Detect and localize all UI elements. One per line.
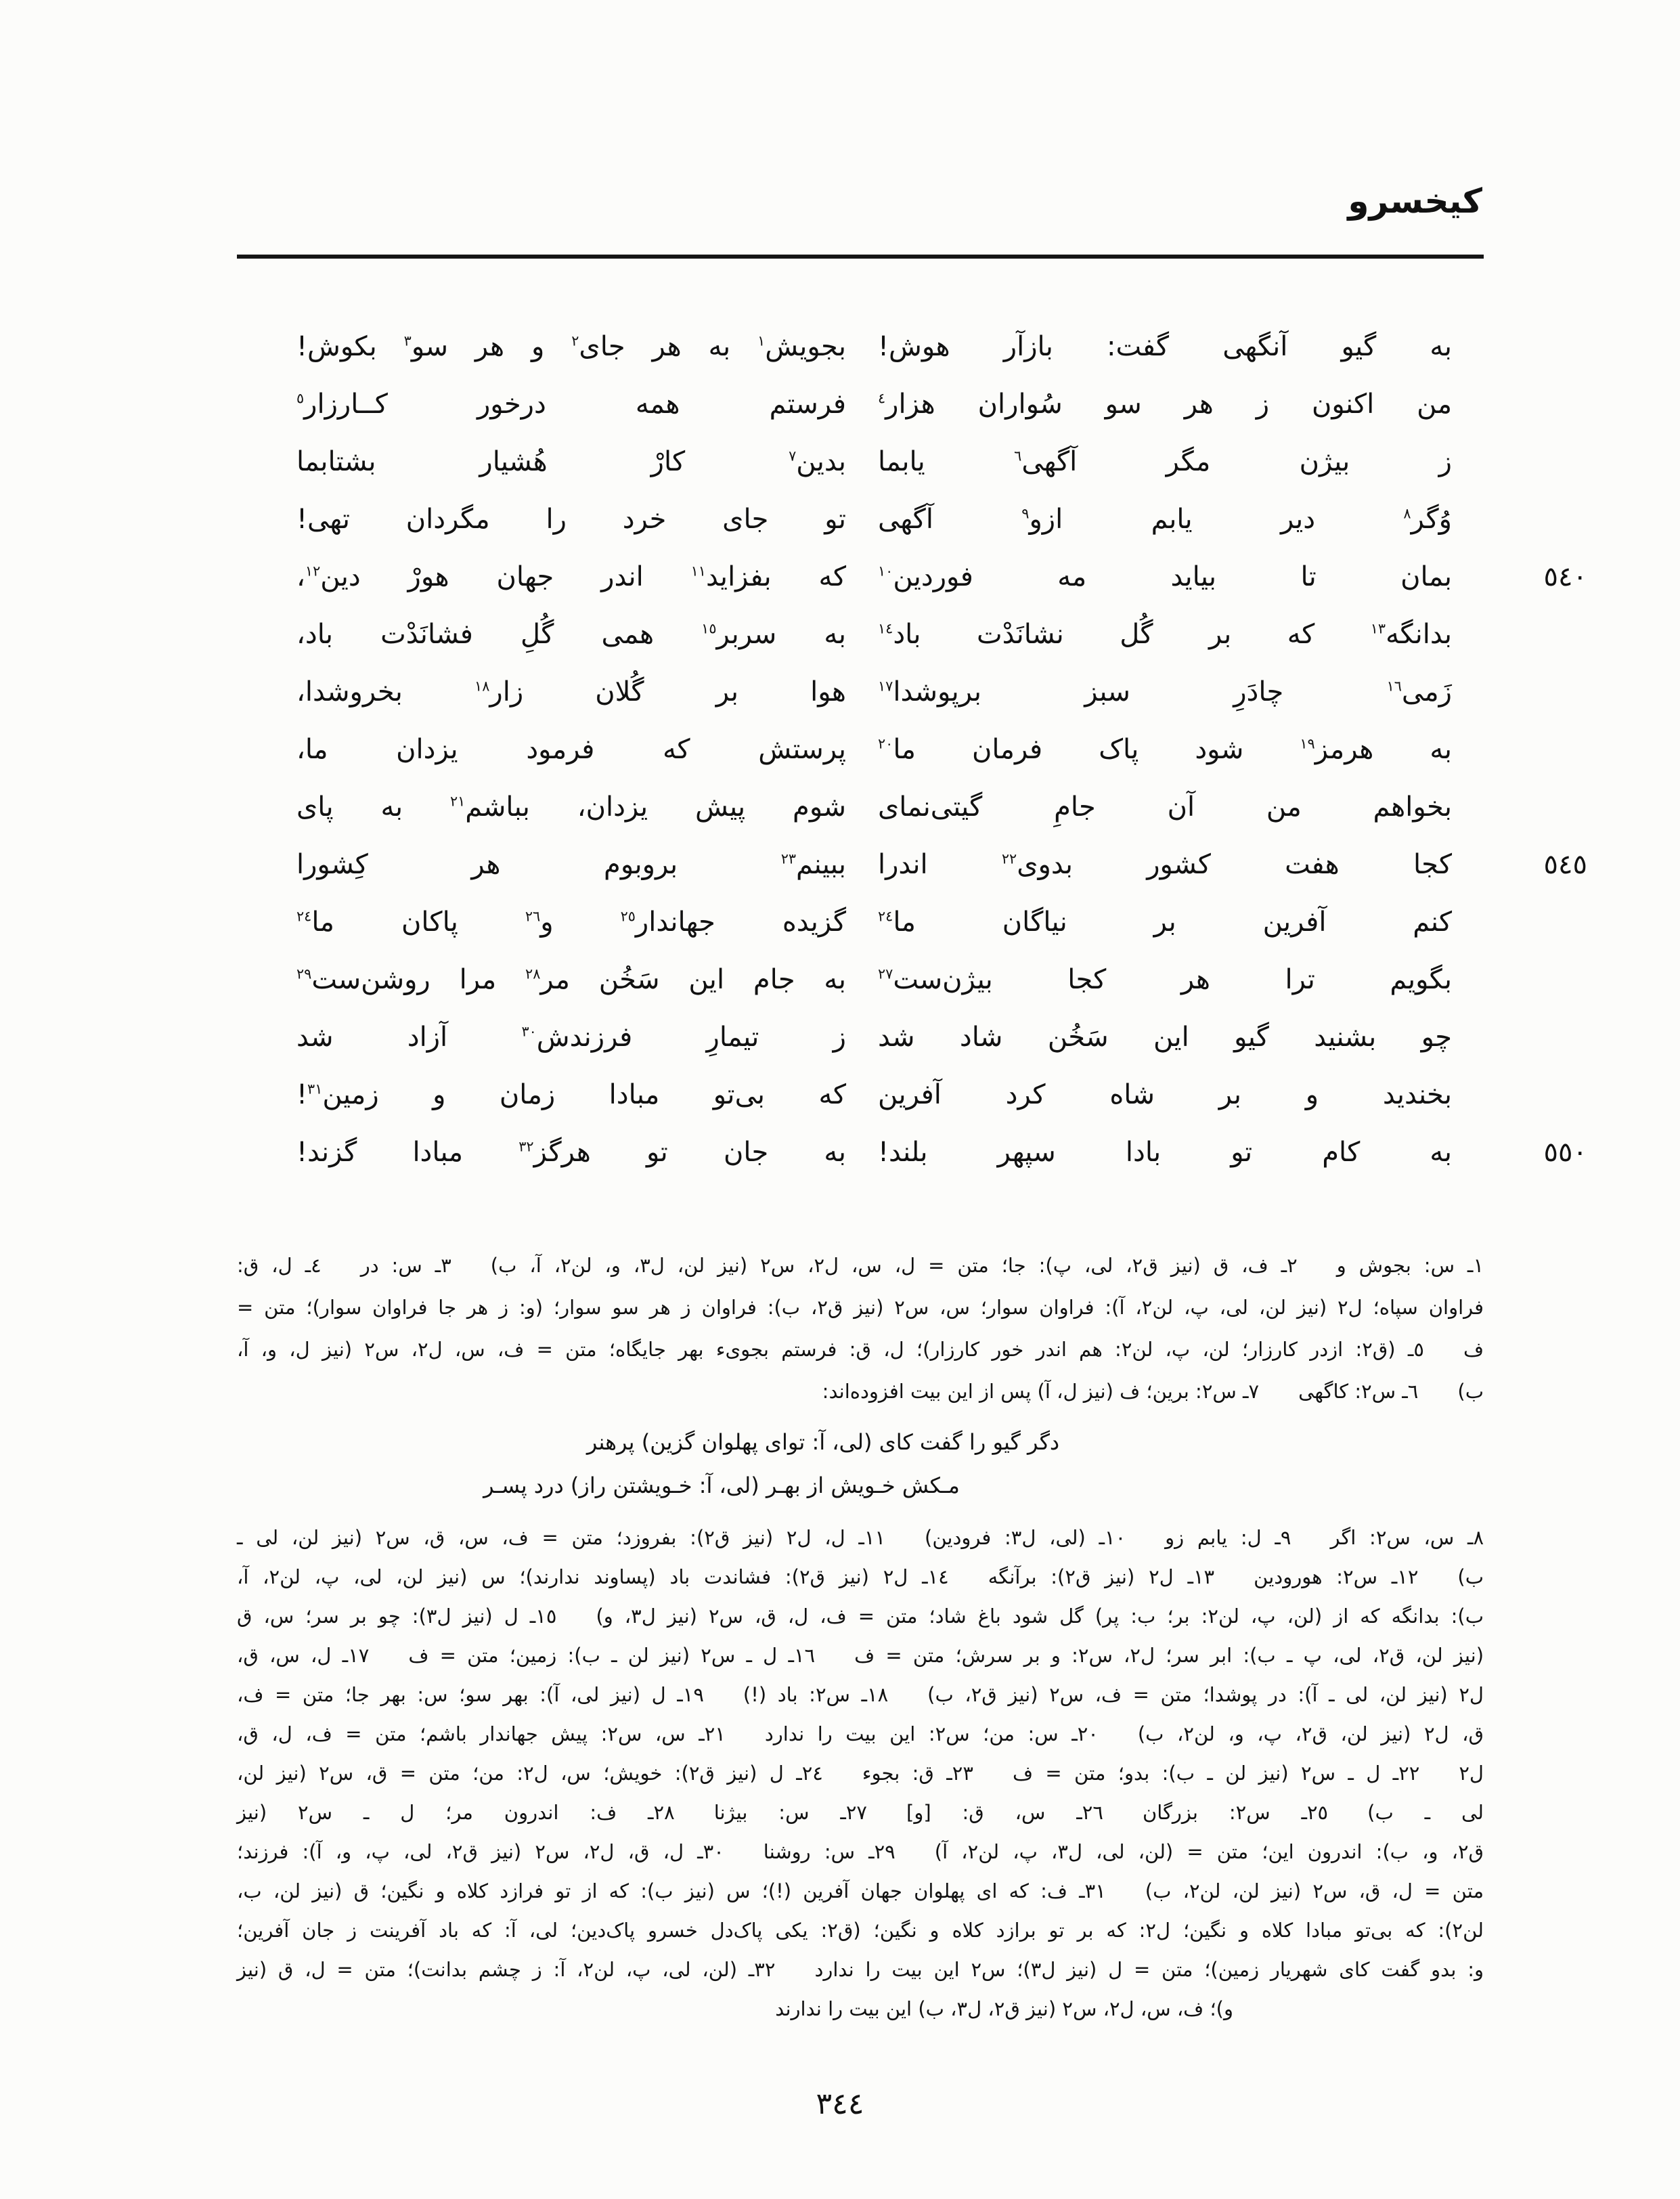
chapter-title: کیخسرو (1348, 181, 1482, 221)
hemistich-first: زَمی$^{١٦}$ چادَرِ سبز برپوشدا$^{١٧}$ (878, 676, 1452, 707)
inserted-verse-quote (237, 1420, 1484, 1507)
apparatus-line: و)؛ ف، س، ل٢، س٢ (نیز ق٢، ل٣، ب) این بیت را ندارند (775, 1997, 1233, 2020)
apparatus-line: ق٢، و، ب): اندرون این؛ متن = (لن، لی، ل٣، پ، لن٢، آ) ٢٩ـ س: روشنا ٣٠ـ ل، ق، ل٢، س٢ (نیز ق٢، لی، پ، و، آ): فرزند؛ (237, 1840, 1484, 1863)
poem-column-second-hemistichs (296, 318, 846, 1181)
apparatus-line: ١ـ س: بجوش و ٢ـ ف، ق (نیز ق٢، لی، پ): جا؛ متن = ل، س، ل٢، س٢ (نیز لن، ل٣، و، لن٢، آ، ب) ٣ـ س: در ٤ـ ل، ق: (237, 1254, 1484, 1277)
hemistich-second: به جام این سَخُن مر$^{٢٨}$ مرا روشن‌ست$^{٢٩}$ (296, 964, 847, 995)
apparatus-line: ل٢ (نیز لن، لی ـ آ): در پوشدا؛ متن = ف، س٢ (نیز ق٢، ب) ١٨ـ س٢: باد (!) ١٩ـ ل (نیز لی، آ): بهر سو؛ س: بهر جا؛ متن = ف، (237, 1683, 1484, 1706)
hemistich-second: بدین$^٧$ کارْ هُشیار بشتابما (296, 446, 846, 477)
apparatus-line: و: بدو گفت کای شهریار زمین)؛ متن = ل (نیز ل٣)؛ س٢ این بیت را ندارد ٣٢ـ (لن، لی، پ، لن٢، آ: ز چشم بدانت)؛ متن = ل، ق (نیز (237, 1958, 1484, 1981)
apparatus-line: فراوان سپاه؛ ل٢ (نیز لن، لی، پ، لن٢، آ): فراوان سوار؛ س، س٢ (نیز ق٢، ب): فراوان ز هر سو سوار؛ (و: ز هر جا فراوان سوار)؛ متن = (237, 1296, 1484, 1319)
hemistich-second: گزیده جهاندار$^{٢٥}$ و$^{٢٦}$ پاکان ما$^{٢٤}$ (296, 907, 847, 938)
page-number: ٣٤٤ (816, 2087, 864, 2121)
hemistich-first: من اکنون ز هر سو سُواران هزار$^٤$ (878, 389, 1452, 420)
hemistich-first: وُگر$^٨$ دیر یابم ازو$^٩$ آگهی (878, 504, 1452, 535)
hemistich-first: به گیو آنگهی گفت: بازآر هوش! (878, 331, 1452, 362)
apparatus-line: ف ٥ـ (ق٢: ازدر کارزار؛ لن، پ، لن٢: هم اندر خور کارزار)؛ ل، ق: فرستم بجویء بهر جایگاه؛ متن = ف، س، ل٢، س٢ (نیز ل، و، آ، (237, 1338, 1484, 1361)
apparatus-block-2 (237, 1518, 1484, 2028)
hemistich-second: تو جای خرد را مگردان تهی! (296, 504, 846, 535)
hemistich-second: که بفزاید$^{١١}$ اندر جهان هورْ دین$^{١٢}$، (296, 561, 846, 592)
hemistich-second: پرستش که فرمود یزدان ما، (296, 734, 846, 765)
hemistich-first: چو بشنید گیو این سَخُن شاد شد (878, 1022, 1452, 1053)
hemistich-second: شوم پیش یزدان، بباشم$^{٢١}$ به پای (296, 791, 846, 823)
inserted-verse-line: دگر گیو را گفت کای (لی، آ: توای پهلوان گزین) پرهنر (586, 1429, 1060, 1455)
header-rule (237, 255, 1484, 259)
hemistich-second: ز تیمارِ فرزندش$^{٣٠}$ آزاد شد (296, 1022, 846, 1053)
hemistich-first: کجا هفت کشور بدوی$^{٢٢}$ اندرا (878, 849, 1452, 880)
hemistich-second: به سربر$^{١٥}$ همی گُلِ فشانَدْت باد، (296, 619, 846, 650)
verse-number: ٥٤٠ (1543, 561, 1587, 592)
inserted-verse-line: مـکش خـویش از بهـر (لی، آ: خـویشتن راز) درد پسـر (483, 1473, 960, 1498)
apparatus-line: لن٢): که بی‌تو مبادا کلاه و نگین؛ ل٢: که بر تو برازد کلاه و نگین؛ (ق٢: یکی پاک‌دل خسرو پاک‌دین؛ لی، آ: که باد آفرینت ز جان آفرین؛ (237, 1919, 1484, 1942)
hemistich-first: کنم آفرین بر نیاگان ما$^{٢٤}$ (878, 907, 1452, 938)
verse-number: ٥٥٠ (1543, 1137, 1587, 1168)
hemistich-second: که بی‌تو مبادا زمان و زمین$^{٣١}$! (296, 1079, 846, 1110)
apparatus-line: لی ـ ب) ٢٥ـ س٢: بزرگان ٢٦ـ س، ق: [و] ٢٧ـ س: بیژنا ٢٨ـ ف: اندرون مر؛ ل ـ س٢ (نیز (237, 1801, 1484, 1824)
apparatus-line: (نیز لن، ق٢، لی، پ ـ ب): ابر سر؛ ل٢، س٢: و بر سرش؛ متن = ف ١٦ـ ل ـ س٢ (نیز لن ـ ب): زمین؛ متن = ف ١٧ـ ل، س، ق، (237, 1644, 1484, 1667)
apparatus-line: ب) ٦ـ س٢: کاگهی ٧ـ س٢: برین؛ ف (نیز ل، آ) پس از این بیت افزوده‌اند: (822, 1380, 1484, 1403)
hemistich-second: به جان تو هرگز$^{٣٢}$ مبادا گزند! (296, 1137, 846, 1168)
hemistich-first: ز بیژن مگر آگهی$^٦$ یابما (878, 446, 1452, 477)
critical-apparatus (237, 1244, 1484, 2028)
apparatus-block-1 (237, 1244, 1484, 1412)
hemistich-first: بخندید و بر شاه کرد آفرین (878, 1079, 1452, 1110)
verse-number: ٥٤٥ (1543, 849, 1587, 880)
apparatus-line: ق، ل٢ (نیز لن، ق٢، پ، و، لن٢، ب) ٢٠ـ س: من؛ س٢: این بیت را ندارد ٢١ـ س، س٢: پیش جهاندار باشم؛ متن = ف، ل، ق، (237, 1722, 1484, 1745)
hemistich-second: فرستم همه درخور کــارزار$^٥$ (296, 389, 846, 420)
poem-column-first-hemistichs (878, 318, 1452, 1181)
apparatus-line: ب) ١٢ـ س٢: هورودین ١٣ـ ل٢ (نیز ق٢): برآنگه ١٤ـ ل٢ (نیز ق٢): فشاندت باد (پساوند ندارند)؛ س (نیز لن، لی، پ، لن٢، آ، (237, 1565, 1484, 1588)
apparatus-line: متن = ل، ق، س٢ (نیز لن، لن٢، ب) ٣١ـ ف: که ای پهلوان جهان آفرین (!)؛ س (نیز ب): که از تو فرازد کلاه و نگین؛ ق (نیز لن، ب، (237, 1879, 1484, 1902)
hemistich-first: بخواهم من آن جامِ گیتی‌نمای (878, 791, 1452, 823)
hemistich-second: هوا بر گُلان زار$^{١٨}$ بخروشدا، (296, 676, 846, 707)
apparatus-line: ب): بدانگه که از (لن، پ، لن٢: بر؛ ب: پر) گل شود باغ شاد؛ متن = ف، ل، ق، س٢ (نیز ل٣، و) ١٥ـ ل (نیز ل٣): چو بر سر؛ س، ق (237, 1605, 1484, 1628)
hemistich-second: ببینم$^{٢٣}$ بروبوم هر کِشورا (296, 849, 846, 880)
hemistich-first: به کام تو بادا سپهر بلند! (878, 1137, 1452, 1168)
hemistich-second: بجویش$^١$ به هر جای$^٢$ و هر سو$^٣$ بکوش! (296, 331, 847, 362)
hemistich-first: بگویم ترا هر کجا بیژن‌ست$^{٢٧}$ (878, 964, 1452, 995)
hemistich-first: بمان تا بیاید مه فوردین$^{١٠}$ (878, 561, 1452, 592)
hemistich-first: بدانگه$^{١٣}$ که بر گُل نشانَدْت باد$^{١٤}$ (878, 619, 1452, 650)
apparatus-line: ل٢ ٢٢ـ ل ـ س٢ (نیز لن ـ ب): بدو؛ متن = ف ٢٣ـ ق: بجوء ٢٤ـ ل (نیز ق٢): خویش؛ س، ل٢: من؛ متن = ق، س٢ (نیز لن، (237, 1762, 1484, 1785)
apparatus-line: ٨ـ س، س٢: اگر ٩ـ ل: یابم زو ١٠ـ (لی، ل٣: فرودین) ١١ـ ل، ل٢ (نیز ق٢): بفروزد؛ متن = ف، س، ق، س٢ (نیز لن، لی ـ (237, 1526, 1484, 1549)
hemistich-first: به هرمز$^{١٩}$ شود پاک فرمان ما$^{٢٠}$ (878, 734, 1453, 765)
